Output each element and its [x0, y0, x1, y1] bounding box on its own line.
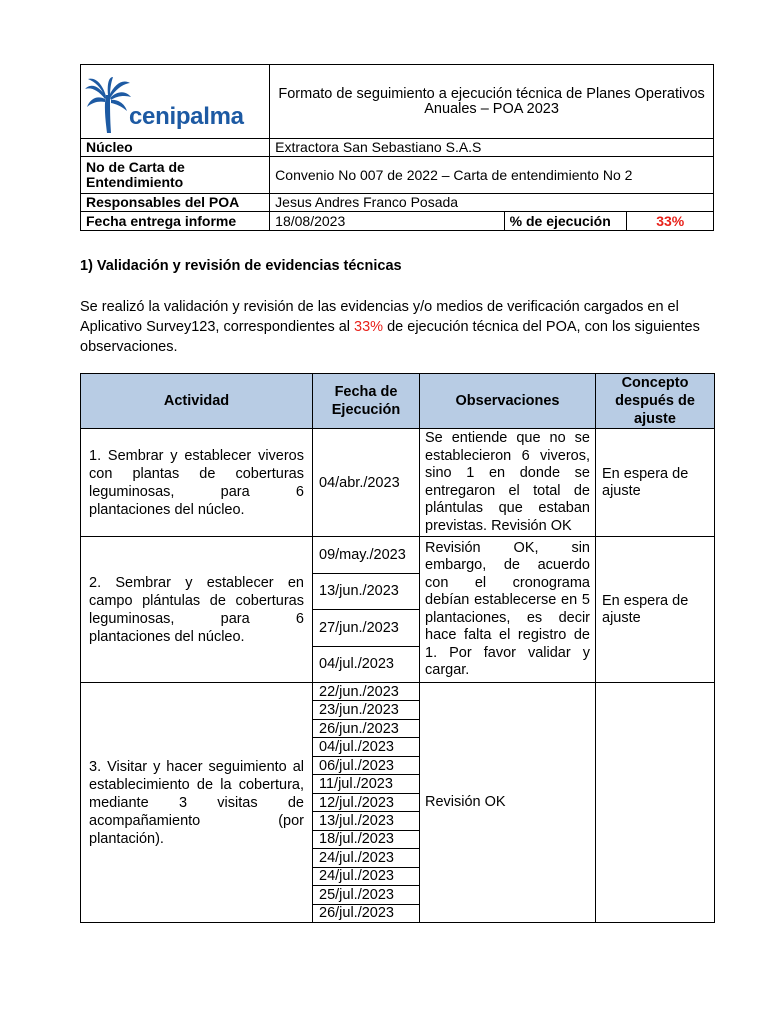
header-observaciones: Observaciones — [420, 374, 596, 429]
pct-value: 33% — [627, 212, 714, 231]
fecha-item: 06/jul./2023 — [313, 757, 419, 775]
concepto-cell — [596, 683, 715, 923]
pct-label: % de ejecución — [504, 212, 627, 231]
intro-text-b: de ejecución técnica del POA, con los siguientes observaciones. — [80, 319, 700, 355]
header-fecha: Fecha de Ejecución — [313, 374, 420, 429]
fecha-cell — [313, 429, 420, 537]
observaciones-cell: Se entiende que no se establecieron 6 viveros, sino 1 en donde se entregaron el total de plántulas que estaban previstas. Revisión OK — [420, 429, 596, 537]
fecha-item: 23/jun./2023 — [313, 701, 419, 719]
concepto-cell: En espera de ajuste — [596, 537, 715, 683]
intro-paragraph — [80, 297, 716, 357]
fecha-item: 04/jul./2023 — [313, 738, 419, 756]
palm-icon — [85, 77, 131, 133]
logo-cell — [81, 65, 270, 139]
logo-text: cenipalma — [129, 102, 244, 130]
nucleo-value: Extractora San Sebastiano S.A.S — [270, 139, 714, 157]
table-row — [81, 683, 715, 923]
header-concepto: Concepto después de ajuste — [596, 374, 715, 429]
fecha-item: 26/jul./2023 — [319, 905, 394, 922]
fecha-item: 22/jun./2023 — [313, 683, 419, 701]
fecha-item: 18/jul./2023 — [313, 831, 419, 849]
document-title: Formato de seguimiento a ejecución técnica de Planes Operativos Anuales – POA 2023 — [270, 65, 714, 139]
observaciones-cell: Revisión OK, sin embargo, de acuerdo con el cronograma debían establecerse en 5 plantaciones, es decir hace falta el registro de 1. Por favor validar y cargar. — [420, 537, 596, 683]
fecha-label: Fecha entrega informe — [81, 212, 270, 231]
carta-value: Convenio No 007 de 2022 – Carta de entendimiento No 2 — [270, 157, 714, 194]
cenipalma-logo — [85, 71, 265, 133]
fecha-item: 04/abr./2023 — [319, 474, 400, 491]
table-row — [81, 537, 715, 683]
fecha-cell — [313, 683, 420, 923]
intro-text-a: Se realizó la validación y revisión de las evidencias y/o medios de verificación cargados en el Aplicativo Survey123, correspondientes al — [80, 299, 679, 335]
fecha-item: 26/jun./2023 — [313, 720, 419, 738]
observaciones-cell: Revisión OK — [420, 683, 596, 923]
section-title: 1) Validación y revisión de evidencias técnicas — [80, 258, 402, 274]
header-table — [80, 64, 714, 231]
fecha-item: 24/jul./2023 — [313, 849, 419, 867]
actividad-cell: 2. Sembrar y establecer en campo plántulas de coberturas leguminosas, para 6 plantaciones del núcleo. — [81, 537, 313, 683]
concepto-cell: En espera de ajuste — [596, 429, 715, 537]
fecha-item: 24/jul./2023 — [313, 868, 419, 886]
fecha-value: 18/08/2023 — [270, 212, 504, 231]
fecha-item: 09/may./2023 — [313, 537, 419, 574]
fecha-item: 13/jun./2023 — [313, 574, 419, 611]
fecha-item: 04/jul./2023 — [319, 656, 394, 673]
fecha-item: 27/jun./2023 — [313, 610, 419, 647]
table-header-row — [81, 374, 715, 429]
fecha-item: 13/jul./2023 — [313, 812, 419, 830]
responsables-value: Jesus Andres Franco Posada — [270, 194, 714, 212]
intro-pct: 33% — [354, 319, 384, 335]
responsables-label: Responsables del POA — [81, 194, 270, 212]
nucleo-label: Núcleo — [81, 139, 270, 157]
fecha-cell — [313, 537, 420, 683]
carta-label: No de Carta de Entendimiento — [81, 157, 270, 194]
activity-table — [80, 373, 715, 923]
fecha-item: 25/jul./2023 — [313, 886, 419, 904]
header-actividad: Actividad — [81, 374, 313, 429]
table-row — [81, 429, 715, 537]
actividad-cell: 3. Visitar y hacer seguimiento al establecimiento de la cobertura, mediante 3 visitas de acompañamiento (por plantación). — [81, 683, 313, 923]
fecha-item: 11/jul./2023 — [313, 775, 419, 793]
actividad-cell: 1. Sembrar y establecer viveros con plantas de coberturas leguminosas, para 6 plantaciones del núcleo. — [81, 429, 313, 537]
fecha-item: 12/jul./2023 — [313, 794, 419, 812]
